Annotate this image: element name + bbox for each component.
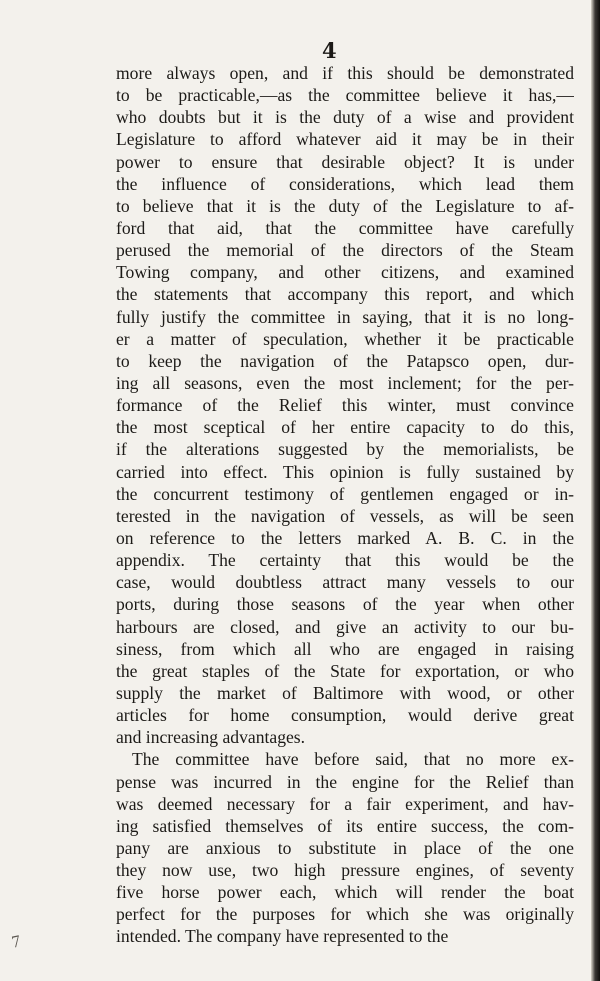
text-line: intended. The company have represented to the <box>116 926 449 947</box>
text-line: to keep the navigation of the Patapsco open, dur- <box>116 350 574 371</box>
text-line: five horse power each, which will render the boat <box>116 882 574 903</box>
text-line: to believe that it is the duty of the Legislature to af- <box>116 195 574 216</box>
text-line: more always open, and if this should be demonstrated <box>116 63 574 83</box>
text-line: the most sceptical of her entire capacity to do this, <box>116 417 574 438</box>
text-line: if the alterations suggested by the memorialists, be <box>116 439 574 460</box>
text-line: on reference to the letters marked A. B. C. in the <box>116 527 574 548</box>
text-line: carried into effect. This opinion is fully sustained by <box>116 461 574 482</box>
text-line: ford that aid, that the committee have carefully <box>116 217 574 238</box>
text-line: who doubts but it is the duty of a wise and provident <box>116 107 574 128</box>
text-line: the concurrent testimony of gentlemen engaged or in- <box>116 483 574 504</box>
text-line: pany are anxious to substitute in place of the one <box>116 837 574 858</box>
text-line: the great staples of the State for exportation, or who <box>116 660 574 681</box>
text-line: siness, from which all who are engaged in raising <box>116 638 574 659</box>
text-line: ing satisfied themselves of its entire success, the com- <box>116 815 574 836</box>
text-line: ports, during those seasons of the year when other <box>116 594 574 615</box>
text-line: harbours are closed, and give an activity to our bu- <box>116 616 574 637</box>
text-line: Legislature to afford whatever aid it may be in their <box>116 129 574 150</box>
text-line: was deemed necessary for a fair experiment, and hav- <box>116 793 574 814</box>
text-line: to be practicable,—as the committee believe it has,— <box>116 85 574 106</box>
text-line: Towing company, and other citizens, and examined <box>116 262 574 283</box>
text-line: power to ensure that desirable object? It is under <box>116 151 574 172</box>
page-binding-edge <box>591 0 600 981</box>
body-text <box>116 62 574 948</box>
text-line: fully justify the committee in saying, that it is no long- <box>116 306 574 327</box>
text-line: the statements that accompany this report, and which <box>116 284 574 305</box>
text-line: terested in the navigation of vessels, as will be seen <box>116 505 574 526</box>
text-line: articles for home consumption, would derive great <box>116 705 574 726</box>
text-line: the influence of considerations, which lead them <box>116 173 574 194</box>
text-line: The committee have before said, that no more ex- <box>132 749 574 770</box>
page-number: 4 <box>322 38 338 63</box>
text-line: supply the market of Baltimore with wood, or other <box>116 682 574 703</box>
text-line: er a matter of speculation, whether it be practicable <box>116 328 574 349</box>
text-line: perfect for the purposes for which she was originally <box>116 904 574 925</box>
margin-mark: 7 <box>10 931 23 952</box>
text-line: formance of the Relief this winter, must convince <box>116 395 574 416</box>
text-line: pense was incurred in the engine for the Relief than <box>116 771 574 792</box>
text-line: ing all seasons, even the most inclement; for the per- <box>116 372 574 393</box>
text-line: perused the memorial of the directors of the Steam <box>116 240 574 261</box>
text-line: appendix. The certainty that this would be the <box>116 550 574 571</box>
text-line: they now use, two high pressure engines, of seventy <box>116 860 574 881</box>
text-line: and increasing advantages. <box>116 727 306 748</box>
text-line: case, would doubtless attract many vessels to our <box>116 572 574 593</box>
